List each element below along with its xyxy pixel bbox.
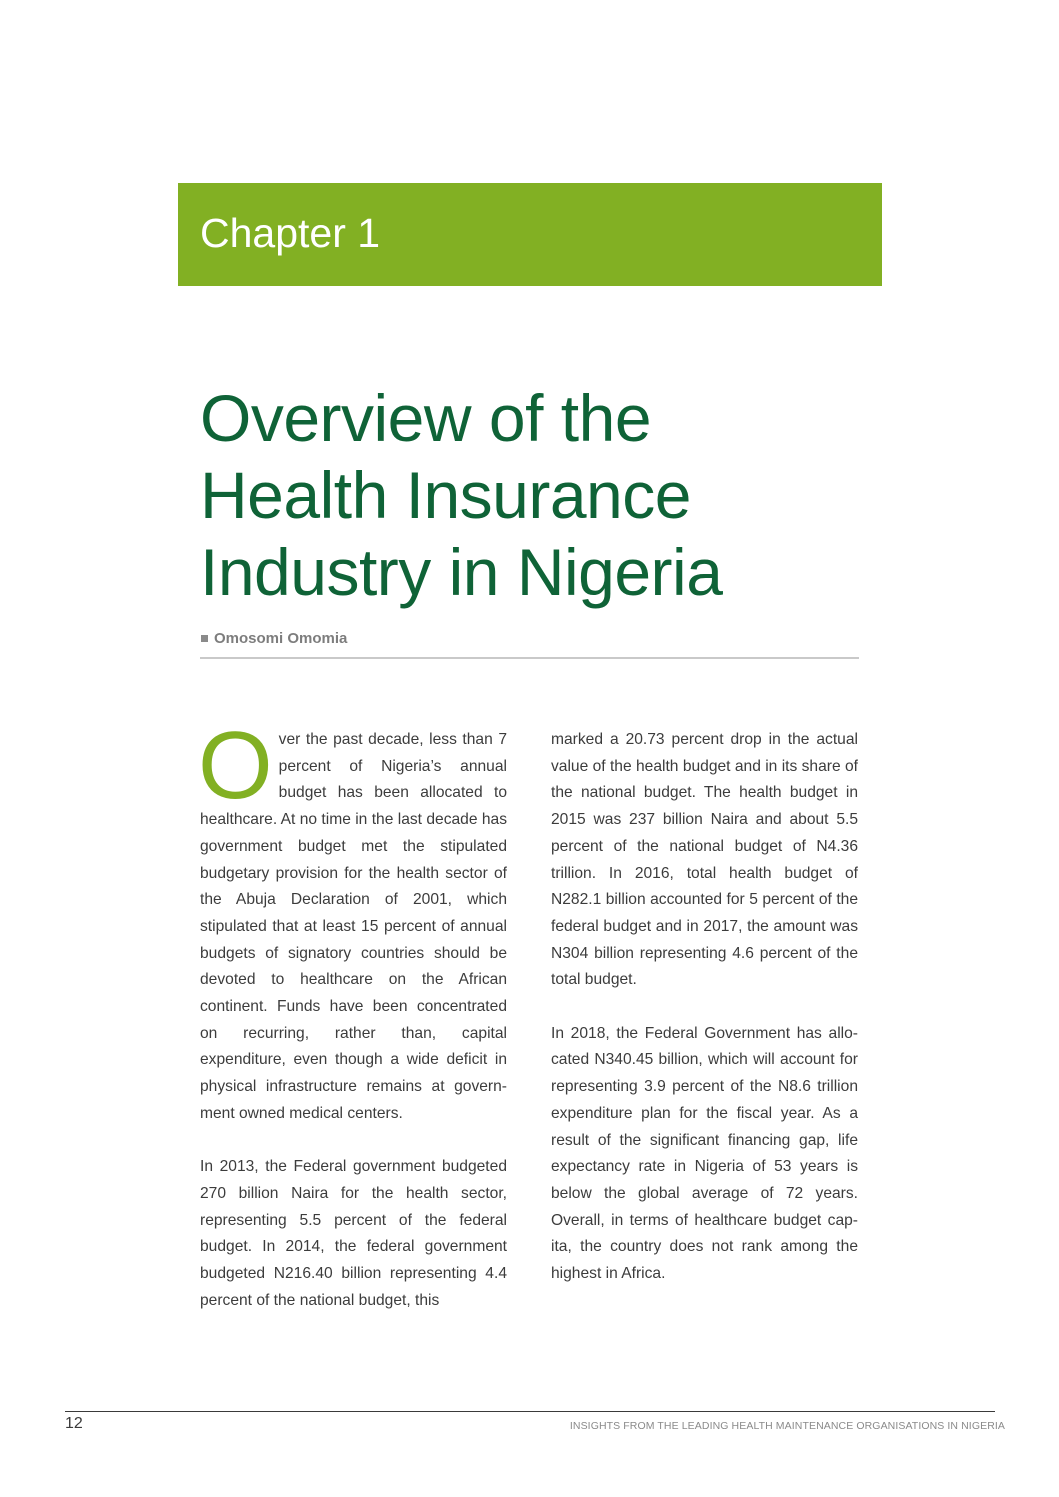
page-number: 12: [65, 1415, 83, 1432]
chapter-banner: [178, 183, 882, 286]
title-line-1: Overview of the: [200, 381, 652, 455]
title-line-2: Health Insurance: [200, 458, 691, 532]
chapter-label: Chapter 1: [200, 210, 381, 256]
paragraph-text: ver the past decade, less than 7 percent of Nigeria’s annual budget has been allocated to healthcare. At no time in the last decade has government budget met the stipulated budgetary provision for the health sector of the Abuja Declaration of 2001, which stipulated that at least 15 percent of annual budgets of signatory countries should be devoted to healthcare on the African continent. Funds have been concentrated on recurring, rather than, capital expenditure, even though a wide deficit in physical infrastructure remains at government owned medical centers.: [200, 731, 507, 1122]
author-byline: [200, 629, 859, 659]
drop-cap: O: [198, 712, 273, 819]
title-line-3: Industry in Nigeria: [200, 535, 723, 609]
body-column-right: [551, 727, 858, 1288]
footer-divider: [65, 1411, 995, 1412]
square-bullet-icon: [201, 635, 208, 642]
body-paragraph: In 2018, the Federal Government has allocated N340.45 billion, which will account for representing 3.9 percent of the N8.6 trillion expenditure plan for the fiscal year. As a result of the significant financing gap, life expectancy rate in Nigeria of 53 years is below the global average of 72 years. Overall, in terms of healthcare budget capita, the country does not rank among the highest in Africa.: [551, 1024, 858, 1283]
body-paragraph: marked a 20.73 percent drop in the actual value of the health budget and in its share of the national budget. The health budget in 2015 was 237 billion Naira and about 5.5 percent of the national budget of N4.36 trillion. In 2016, total health budget of N282.1 billion accounted for 5 percent of the federal budget and in 2017, the amount was N304 billion representing 4.6 percent of the total budget.: [551, 731, 858, 989]
body-paragraph: [198, 712, 507, 1128]
body-column-left: [198, 712, 507, 1314]
author-name: Omosomi Omomia: [214, 630, 348, 647]
running-footer-title: INSIGHTS FROM THE LEADING HEALTH MAINTENANCE ORGANISATIONS IN NIGERIA: [569, 1420, 1005, 1432]
page-title: [200, 380, 900, 611]
body-paragraph: In 2013, the Federal government budgeted 270 billion Naira for the health sector, representing 5.5 percent of the federal budget. In 2014, the federal government budgeted N216.40 billion representing 4.4 percent of the national budget, this: [200, 1158, 507, 1309]
